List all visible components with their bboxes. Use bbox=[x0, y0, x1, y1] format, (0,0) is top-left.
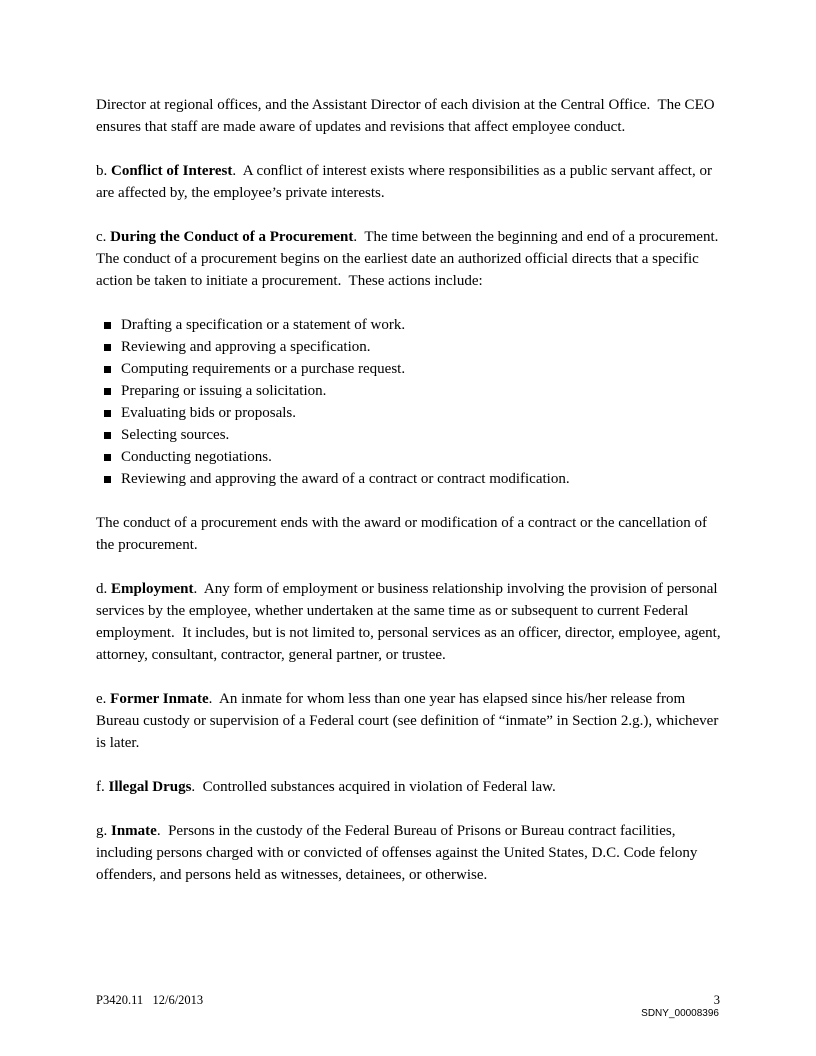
procurement-actions-list bbox=[96, 314, 724, 490]
list-item-text: Reviewing and approving a specification. bbox=[121, 339, 371, 355]
definition-term: Employment bbox=[111, 581, 194, 597]
list-item bbox=[96, 336, 724, 358]
closing-paragraph-text: The conduct of a procurement ends with the award or modification of a contract or the cancellation of the procurement. bbox=[96, 515, 711, 553]
square-bullet-icon bbox=[104, 366, 111, 373]
list-item bbox=[96, 402, 724, 424]
list-item bbox=[96, 358, 724, 380]
definition-text: . A conflict of interest exists where responsibilities as a public servant affect, or are affected by, the employee’s private interests. bbox=[96, 163, 716, 201]
definition-text: . Any form of employment or business relationship involving the provision of personal services by the employee, whether undertaken at the same time as or subsequent to current Federal employment. It includes, but is not limited to, personal services as an officer, director, employee, agent, attorney, consultant, contractor, general partner, or trustee. bbox=[96, 581, 725, 663]
footer-page-number: 3 bbox=[713, 993, 720, 1007]
definition-text: . The time between the beginning and end of a procurement. The conduct of a procurement begins on the earliest date an authorized official directs that a specific action be taken to initiate a procurement. These actions include: bbox=[96, 229, 726, 289]
definition-term: During the Conduct of a Procurement bbox=[110, 229, 354, 245]
definition-letter: e. bbox=[96, 691, 107, 707]
list-item-text: Drafting a specification or a statement of work. bbox=[121, 317, 406, 333]
definition-employment bbox=[96, 578, 724, 666]
list-item bbox=[96, 380, 724, 402]
square-bullet-icon bbox=[104, 432, 111, 439]
footer-doc-number: P3420.11 12/6/2013 bbox=[96, 993, 204, 1007]
definition-text: . Controlled substances acquired in violation of Federal law. bbox=[191, 779, 556, 795]
definition-term: Conflict of Interest bbox=[111, 163, 233, 179]
intro-paragraph bbox=[96, 94, 724, 138]
definition-illegal-drugs bbox=[96, 776, 724, 798]
square-bullet-icon bbox=[104, 476, 111, 483]
square-bullet-icon bbox=[104, 322, 111, 329]
definition-letter: g. bbox=[96, 823, 108, 839]
definition-text: . Persons in the custody of the Federal Bureau of Prisons or Bureau contract facilities, including persons charged with or convicted of offenses against the United States, D.C. Code felony offenders, and persons held as witnesses, detainees, or otherwise. bbox=[96, 823, 702, 883]
square-bullet-icon bbox=[104, 388, 111, 395]
definition-letter: c. bbox=[96, 229, 107, 245]
document-body bbox=[96, 94, 724, 908]
list-item-text: Evaluating bids or proposals. bbox=[121, 405, 296, 421]
list-item bbox=[96, 446, 724, 468]
definition-former-inmate bbox=[96, 688, 724, 754]
bates-stamp: SDNY_00008396 bbox=[641, 1008, 719, 1019]
definition-term: Former Inmate bbox=[110, 691, 209, 707]
list-item bbox=[96, 468, 724, 490]
definition-text: . An inmate for whom less than one year has elapsed since his/her release from Bureau custody or supervision of a Federal court (see definition of “inmate” in Section 2.g.), whichever is later. bbox=[96, 691, 723, 751]
list-item bbox=[96, 314, 724, 336]
square-bullet-icon bbox=[104, 344, 111, 351]
definition-letter: f. bbox=[96, 779, 105, 795]
intro-paragraph-text: Director at regional offices, and the Assistant Director of each division at the Central Office. The CEO ensures that staff are made aware of updates and revisions that affect employee conduct. bbox=[96, 97, 719, 135]
page-footer bbox=[96, 993, 720, 1007]
list-item-text: Conducting negotiations. bbox=[121, 449, 272, 465]
list-item-text: Preparing or issuing a solicitation. bbox=[121, 383, 327, 399]
definition-conflict-of-interest bbox=[96, 160, 724, 204]
square-bullet-icon bbox=[104, 410, 111, 417]
definition-letter: b. bbox=[96, 163, 108, 179]
list-item-text: Reviewing and approving the award of a contract or contract modification. bbox=[121, 471, 570, 487]
definition-inmate bbox=[96, 820, 724, 886]
list-item-text: Computing requirements or a purchase request. bbox=[121, 361, 406, 377]
list-item-text: Selecting sources. bbox=[121, 427, 230, 443]
square-bullet-icon bbox=[104, 454, 111, 461]
definition-during-conduct-of-procurement bbox=[96, 226, 724, 292]
list-item bbox=[96, 424, 724, 446]
definition-term: Inmate bbox=[111, 823, 157, 839]
definition-letter: d. bbox=[96, 581, 108, 597]
definition-term: Illegal Drugs bbox=[108, 779, 192, 795]
closing-paragraph bbox=[96, 512, 724, 556]
